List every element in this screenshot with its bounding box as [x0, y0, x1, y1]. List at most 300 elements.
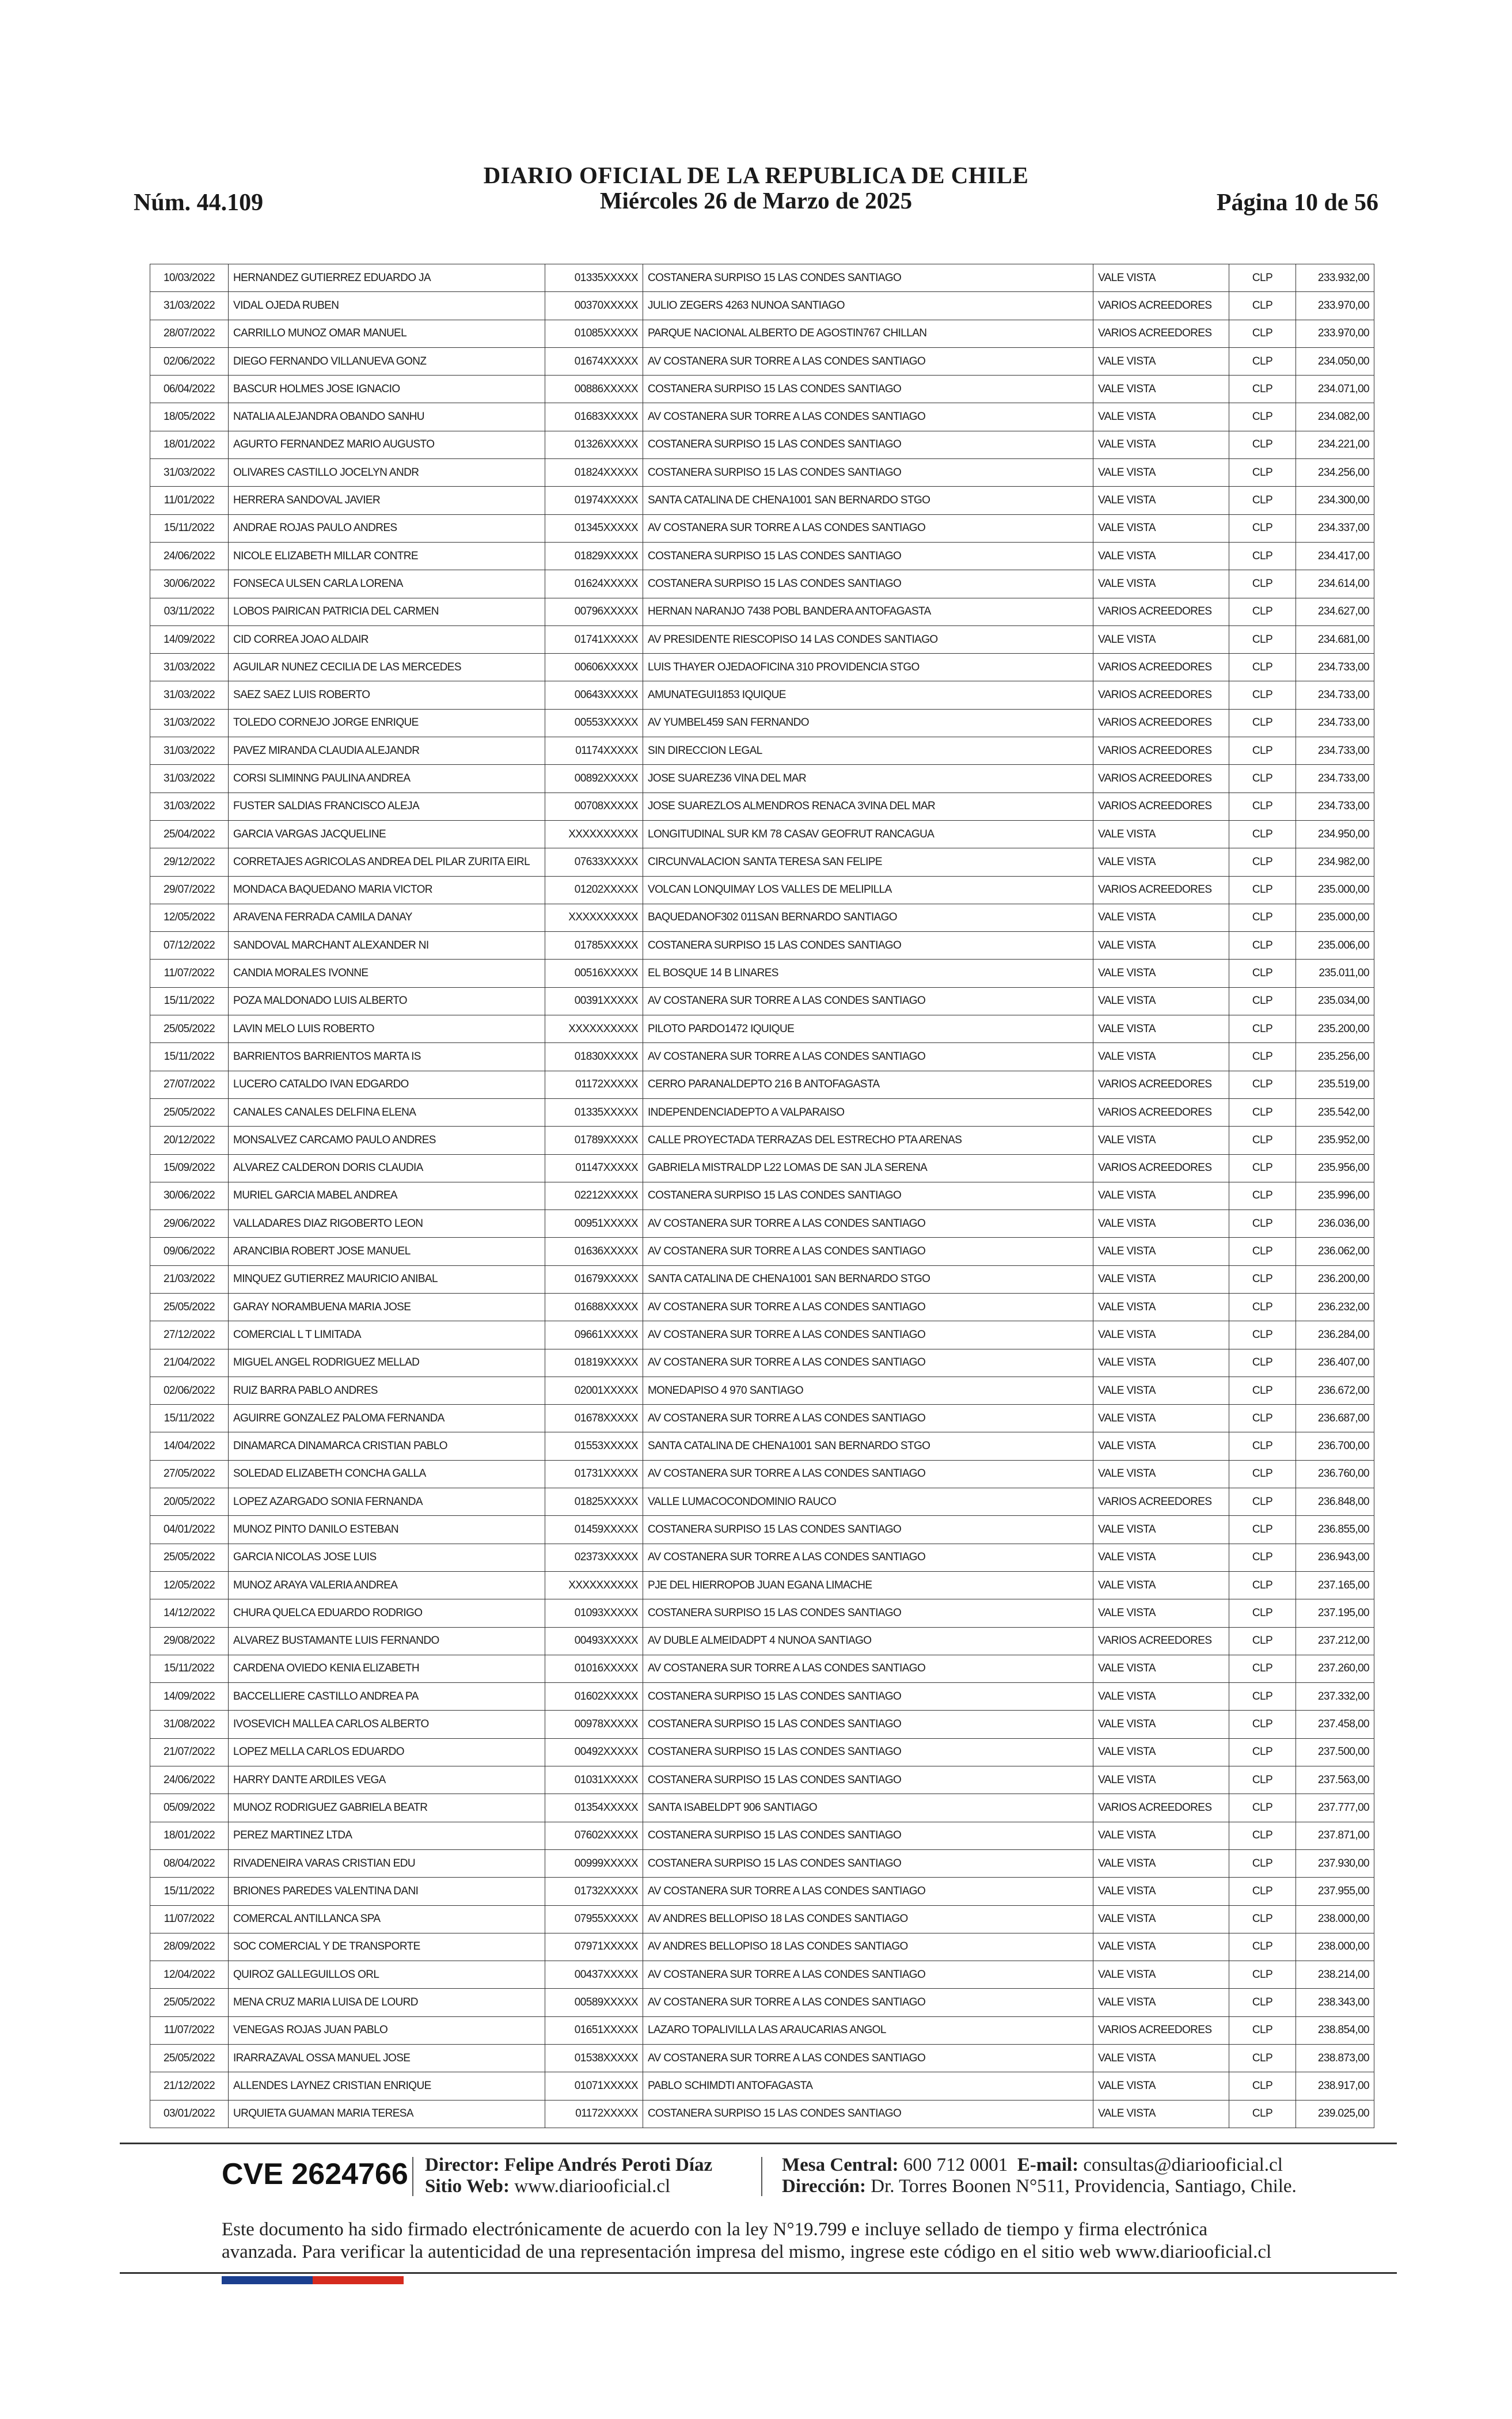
rut-cell: 02212XXXXX	[545, 1182, 643, 1210]
amount-cell: 236.407,00	[1296, 1349, 1374, 1377]
table-row	[150, 765, 1374, 793]
cve-code: CVE 2624766	[222, 2158, 408, 2191]
rut-cell: 01016XXXXX	[545, 1655, 643, 1682]
rut-cell: 01602XXXXX	[545, 1683, 643, 1711]
date-cell: 15/11/2022	[150, 514, 229, 542]
currency-cell: CLP	[1229, 1349, 1296, 1377]
date-cell: 21/07/2022	[150, 1738, 229, 1766]
name-cell: OLIVARES CASTILLO JOCELYN ANDR	[229, 459, 545, 487]
date-cell: 31/03/2022	[150, 793, 229, 820]
rut-cell: 01829XXXXX	[545, 542, 643, 570]
date-cell: 02/06/2022	[150, 1377, 229, 1404]
date-cell: 11/01/2022	[150, 487, 229, 514]
table-row	[150, 1377, 1374, 1404]
payment-type-cell: VARIOS ACREEDORES	[1093, 1154, 1229, 1182]
currency-cell: CLP	[1229, 904, 1296, 931]
address-cell: BAQUEDANOF302 011SAN BERNARDO SANTIAGO	[643, 904, 1093, 931]
amount-cell: 237.777,00	[1296, 1794, 1374, 1822]
name-cell: HARRY DANTE ARDILES VEGA	[229, 1766, 545, 1794]
date-cell: 31/03/2022	[150, 681, 229, 709]
currency-cell: CLP	[1229, 1293, 1296, 1321]
publication-title: DIARIO OFICIAL DE LA REPUBLICA DE CHILE	[483, 162, 1029, 188]
rut-cell: 00589XXXXX	[545, 1989, 643, 2016]
currency-cell: CLP	[1229, 459, 1296, 487]
payment-type-cell: VALE VISTA	[1093, 1349, 1229, 1377]
date-cell: 28/07/2022	[150, 320, 229, 347]
date-cell: 31/03/2022	[150, 654, 229, 681]
name-cell: IVOSEVICH MALLEA CARLOS ALBERTO	[229, 1711, 545, 1738]
date-cell: 06/04/2022	[150, 376, 229, 403]
payment-type-cell: VALE VISTA	[1093, 542, 1229, 570]
address-cell: COSTANERA SURPISO 15 LAS CONDES SANTIAGO	[643, 1711, 1093, 1738]
currency-cell: CLP	[1229, 487, 1296, 514]
table-row	[150, 1349, 1374, 1377]
rut-cell: 00999XXXXX	[545, 1849, 643, 1877]
date-cell: 25/04/2022	[150, 820, 229, 848]
amount-cell: 234.733,00	[1296, 765, 1374, 793]
amount-cell: 235.996,00	[1296, 1182, 1374, 1210]
name-cell: LOPEZ MELLA CARLOS EDUARDO	[229, 1738, 545, 1766]
payment-type-cell: VALE VISTA	[1093, 1766, 1229, 1794]
name-cell: VIDAL OJEDA RUBEN	[229, 292, 545, 320]
rut-cell: 07955XXXXX	[545, 1905, 643, 1933]
address-cell: AV COSTANERA SUR TORRE A LAS CONDES SANTIAGO	[643, 2045, 1093, 2072]
amount-cell: 235.006,00	[1296, 932, 1374, 960]
date-cell: 21/12/2022	[150, 2072, 229, 2100]
table-row	[150, 793, 1374, 820]
table-row	[150, 1627, 1374, 1655]
currency-cell: CLP	[1229, 876, 1296, 904]
currency-cell: CLP	[1229, 1905, 1296, 1933]
currency-cell: CLP	[1229, 347, 1296, 375]
date-cell: 10/03/2022	[150, 264, 229, 292]
name-cell: BACCELLIERE CASTILLO ANDREA PA	[229, 1683, 545, 1711]
amount-cell: 237.212,00	[1296, 1627, 1374, 1655]
currency-cell: CLP	[1229, 1377, 1296, 1404]
currency-cell: CLP	[1229, 1738, 1296, 1766]
currency-cell: CLP	[1229, 987, 1296, 1015]
currency-cell: CLP	[1229, 1210, 1296, 1238]
table-row	[150, 1127, 1374, 1154]
payment-type-cell: VALE VISTA	[1093, 1321, 1229, 1349]
payment-type-cell: VALE VISTA	[1093, 848, 1229, 876]
payment-type-cell: VARIOS ACREEDORES	[1093, 1488, 1229, 1516]
payment-type-cell: VALE VISTA	[1093, 431, 1229, 458]
name-cell: URQUIETA GUAMAN MARIA TERESA	[229, 2100, 545, 2128]
table-row	[150, 403, 1374, 431]
amount-cell: 238.343,00	[1296, 1989, 1374, 2016]
rut-cell: 01354XXXXX	[545, 1794, 643, 1822]
payment-type-cell: VARIOS ACREEDORES	[1093, 709, 1229, 737]
flag-stripe-red	[313, 2276, 404, 2284]
rut-cell: 01335XXXXX	[545, 264, 643, 292]
payment-type-cell: VALE VISTA	[1093, 570, 1229, 598]
date-cell: 02/06/2022	[150, 347, 229, 375]
address-cell: JOSE SUAREZ36 VINA DEL MAR	[643, 765, 1093, 793]
payment-type-cell: VARIOS ACREEDORES	[1093, 598, 1229, 625]
name-cell: CHURA QUELCA EDUARDO RODRIGO	[229, 1599, 545, 1627]
amount-cell: 239.025,00	[1296, 2100, 1374, 2128]
address-cell: COSTANERA SURPISO 15 LAS CONDES SANTIAGO	[643, 932, 1093, 960]
table-row	[150, 1989, 1374, 2016]
table-row	[150, 1154, 1374, 1182]
payment-type-cell: VALE VISTA	[1093, 1377, 1229, 1404]
date-cell: 29/06/2022	[150, 1210, 229, 1238]
table-row	[150, 2016, 1374, 2044]
payment-type-cell: VALE VISTA	[1093, 987, 1229, 1015]
rut-cell: 01147XXXXX	[545, 1154, 643, 1182]
payment-type-cell: VALE VISTA	[1093, 1127, 1229, 1154]
rut-cell: 07633XXXXX	[545, 848, 643, 876]
amount-cell: 234.256,00	[1296, 459, 1374, 487]
address-cell: COSTANERA SURPISO 15 LAS CONDES SANTIAGO	[643, 1738, 1093, 1766]
payment-type-cell: VALE VISTA	[1093, 625, 1229, 653]
address-cell: AV COSTANERA SUR TORRE A LAS CONDES SANTIAGO	[643, 347, 1093, 375]
currency-cell: CLP	[1229, 570, 1296, 598]
website-line	[425, 2176, 712, 2197]
table-row	[150, 1711, 1374, 1738]
address-cell: COSTANERA SURPISO 15 LAS CONDES SANTIAGO	[643, 264, 1093, 292]
name-cell: RUIZ BARRA PABLO ANDRES	[229, 1377, 545, 1404]
rut-cell: 01174XXXXX	[545, 737, 643, 765]
amount-cell: 235.000,00	[1296, 876, 1374, 904]
rut-cell: 00370XXXXX	[545, 292, 643, 320]
name-cell: MUNOZ RODRIGUEZ GABRIELA BEATR	[229, 1794, 545, 1822]
currency-cell: CLP	[1229, 542, 1296, 570]
date-cell: 25/05/2022	[150, 1989, 229, 2016]
director-label: Director:	[425, 2155, 500, 2175]
name-cell: VENEGAS ROJAS JUAN PABLO	[229, 2016, 545, 2044]
rut-cell: 00978XXXXX	[545, 1711, 643, 1738]
currency-cell: CLP	[1229, 2072, 1296, 2100]
table-row	[150, 1238, 1374, 1265]
address-cell: COSTANERA SURPISO 15 LAS CONDES SANTIAGO	[643, 431, 1093, 458]
rut-cell: 01636XXXXX	[545, 1238, 643, 1265]
contact-line	[782, 2155, 1297, 2176]
currency-cell: CLP	[1229, 1822, 1296, 1849]
table-row	[150, 1683, 1374, 1711]
payment-type-cell: VALE VISTA	[1093, 514, 1229, 542]
address-cell: SANTA CATALINA DE CHENA1001 SAN BERNARDO STGO	[643, 487, 1093, 514]
address-cell: AV COSTANERA SUR TORRE A LAS CONDES SANTIAGO	[643, 1293, 1093, 1321]
name-cell: COMERCIAL L T LIMITADA	[229, 1321, 545, 1349]
amount-cell: 238.854,00	[1296, 2016, 1374, 2044]
table-row	[150, 598, 1374, 625]
table-row	[150, 1878, 1374, 1905]
table-row	[150, 1098, 1374, 1126]
date-cell: 11/07/2022	[150, 1905, 229, 1933]
address-cell: PJE DEL HIERROPOB JUAN EGANA LIMACHE	[643, 1571, 1093, 1599]
footer-divider-top	[120, 2143, 1397, 2144]
payment-type-cell: VALE VISTA	[1093, 403, 1229, 431]
name-cell: RIVADENEIRA VARAS CRISTIAN EDU	[229, 1849, 545, 1877]
currency-cell: CLP	[1229, 960, 1296, 987]
rut-cell: 00796XXXXX	[545, 598, 643, 625]
amount-cell: 237.563,00	[1296, 1766, 1374, 1794]
table-row	[150, 1933, 1374, 1961]
rut-cell: 00708XXXXX	[545, 793, 643, 820]
table-row	[150, 459, 1374, 487]
payment-type-cell: VALE VISTA	[1093, 1293, 1229, 1321]
name-cell: COMERCAL ANTILLANCA SPA	[229, 1905, 545, 1933]
address-cell: HERNAN NARANJO 7438 POBL BANDERA ANTOFAGASTA	[643, 598, 1093, 625]
amount-cell: 234.614,00	[1296, 570, 1374, 598]
address-cell: AV COSTANERA SUR TORRE A LAS CONDES SANTIAGO	[643, 1043, 1093, 1071]
amount-cell: 234.982,00	[1296, 848, 1374, 876]
table-row	[150, 1905, 1374, 1933]
rut-cell: 07602XXXXX	[545, 1822, 643, 1849]
amount-cell: 236.200,00	[1296, 1265, 1374, 1293]
address-cell: AV COSTANERA SUR TORRE A LAS CONDES SANTIAGO	[643, 1544, 1093, 1571]
rut-cell: XXXXXXXXXX	[545, 820, 643, 848]
rut-cell: XXXXXXXXXX	[545, 1015, 643, 1043]
director-block	[425, 2155, 712, 2197]
address-cell: AV COSTANERA SUR TORRE A LAS CONDES SANTIAGO	[643, 1210, 1093, 1238]
footer-separator	[761, 2157, 762, 2196]
amount-cell: 235.542,00	[1296, 1098, 1374, 1126]
currency-cell: CLP	[1229, 598, 1296, 625]
payment-type-cell: VALE VISTA	[1093, 1683, 1229, 1711]
payment-type-cell: VALE VISTA	[1093, 1989, 1229, 2016]
amount-cell: 237.500,00	[1296, 1738, 1374, 1766]
name-cell: CANDIA MORALES IVONNE	[229, 960, 545, 987]
name-cell: MUNOZ PINTO DANILO ESTEBAN	[229, 1516, 545, 1544]
table-row	[150, 570, 1374, 598]
name-cell: AGURTO FERNANDEZ MARIO AUGUSTO	[229, 431, 545, 458]
name-cell: BASCUR HOLMES JOSE IGNACIO	[229, 376, 545, 403]
name-cell: MENA CRUZ MARIA LUISA DE LOURD	[229, 1989, 545, 2016]
name-cell: TOLEDO CORNEJO JORGE ENRIQUE	[229, 709, 545, 737]
address-cell: COSTANERA SURPISO 15 LAS CONDES SANTIAGO	[643, 1599, 1093, 1627]
name-cell: ARANCIBIA ROBERT JOSE MANUEL	[229, 1238, 545, 1265]
name-cell: HERRERA SANDOVAL JAVIER	[229, 487, 545, 514]
date-cell: 24/06/2022	[150, 542, 229, 570]
rut-cell: 01789XXXXX	[545, 1127, 643, 1154]
currency-cell: CLP	[1229, 320, 1296, 347]
currency-cell: CLP	[1229, 1432, 1296, 1460]
rut-cell: 07971XXXXX	[545, 1933, 643, 1961]
name-cell: CANALES CANALES DELFINA ELENA	[229, 1098, 545, 1126]
table-row	[150, 1766, 1374, 1794]
address-cell: COSTANERA SURPISO 15 LAS CONDES SANTIAGO	[643, 1516, 1093, 1544]
currency-cell: CLP	[1229, 431, 1296, 458]
currency-cell: CLP	[1229, 1516, 1296, 1544]
amount-cell: 234.733,00	[1296, 737, 1374, 765]
date-cell: 24/06/2022	[150, 1766, 229, 1794]
date-cell: 31/03/2022	[150, 709, 229, 737]
address-cell: AV COSTANERA SUR TORRE A LAS CONDES SANTIAGO	[643, 1989, 1093, 2016]
address-cell: INDEPENDENCIADEPTO A VALPARAISO	[643, 1098, 1093, 1126]
payment-type-cell: VALE VISTA	[1093, 1460, 1229, 1488]
currency-cell: CLP	[1229, 2100, 1296, 2128]
table-row	[150, 904, 1374, 931]
date-cell: 15/11/2022	[150, 1043, 229, 1071]
currency-cell: CLP	[1229, 1127, 1296, 1154]
payment-type-cell: VALE VISTA	[1093, 1238, 1229, 1265]
date-cell: 25/05/2022	[150, 1293, 229, 1321]
date-cell: 31/03/2022	[150, 292, 229, 320]
name-cell: NATALIA ALEJANDRA OBANDO SANHU	[229, 403, 545, 431]
name-cell: DIEGO FERNANDO VILLANUEVA GONZ	[229, 347, 545, 375]
date-cell: 28/09/2022	[150, 1933, 229, 1961]
amount-cell: 237.332,00	[1296, 1683, 1374, 1711]
address-cell: CALLE PROYECTADA TERRAZAS DEL ESTRECHO PTA ARENAS	[643, 1127, 1093, 1154]
address-cell: CERRO PARANALDEPTO 216 B ANTOFAGASTA	[643, 1071, 1093, 1098]
address-cell: LONGITUDINAL SUR KM 78 CASAV GEOFRUT RANCAGUA	[643, 820, 1093, 848]
rut-cell: 00892XXXXX	[545, 765, 643, 793]
currency-cell: CLP	[1229, 932, 1296, 960]
currency-cell: CLP	[1229, 1766, 1296, 1794]
name-cell: FONSECA ULSEN CARLA LORENA	[229, 570, 545, 598]
payment-type-cell: VALE VISTA	[1093, 2045, 1229, 2072]
amount-cell: 236.687,00	[1296, 1405, 1374, 1432]
table-row	[150, 1321, 1374, 1349]
amount-cell: 237.955,00	[1296, 1878, 1374, 1905]
address-cell: AV COSTANERA SUR TORRE A LAS CONDES SANTIAGO	[643, 1405, 1093, 1432]
rut-cell: 01741XXXXX	[545, 625, 643, 653]
date-cell: 03/11/2022	[150, 598, 229, 625]
currency-cell: CLP	[1229, 1015, 1296, 1043]
name-cell: MUNOZ ARAYA VALERIA ANDREA	[229, 1571, 545, 1599]
rut-cell: 00516XXXXX	[545, 960, 643, 987]
table-row	[150, 987, 1374, 1015]
table-row	[150, 960, 1374, 987]
publication-date: Miércoles 26 de Marzo de 2025	[599, 187, 913, 214]
address-cell: COSTANERA SURPISO 15 LAS CONDES SANTIAGO	[643, 1766, 1093, 1794]
payment-type-cell: VALE VISTA	[1093, 1711, 1229, 1738]
address-cell: JULIO ZEGERS 4263 NUNOA SANTIAGO	[643, 292, 1093, 320]
name-cell: SOLEDAD ELIZABETH CONCHA GALLA	[229, 1460, 545, 1488]
table-row	[150, 2100, 1374, 2128]
amount-cell: 236.855,00	[1296, 1516, 1374, 1544]
amount-cell: 234.071,00	[1296, 376, 1374, 403]
address-cell: COSTANERA SURPISO 15 LAS CONDES SANTIAGO	[643, 1822, 1093, 1849]
name-cell: ALLENDES LAYNEZ CRISTIAN ENRIQUE	[229, 2072, 545, 2100]
currency-cell: CLP	[1229, 1711, 1296, 1738]
email-link[interactable]: consultas@diariooficial.cl	[1083, 2155, 1283, 2175]
name-cell: CORRETAJES AGRICOLAS ANDREA DEL PILAR ZURITA EIRL	[229, 848, 545, 876]
amount-cell: 234.627,00	[1296, 598, 1374, 625]
table-row	[150, 292, 1374, 320]
address-cell: AV COSTANERA SUR TORRE A LAS CONDES SANTIAGO	[643, 1321, 1093, 1349]
amount-cell: 235.011,00	[1296, 960, 1374, 987]
rut-cell: XXXXXXXXXX	[545, 1571, 643, 1599]
name-cell: ANDRAE ROJAS PAULO ANDRES	[229, 514, 545, 542]
name-cell: DINAMARCA DINAMARCA CRISTIAN PABLO	[229, 1432, 545, 1460]
rut-cell: 01031XXXXX	[545, 1766, 643, 1794]
rut-cell: 01651XXXXX	[545, 2016, 643, 2044]
amount-cell: 234.221,00	[1296, 431, 1374, 458]
amount-cell: 234.681,00	[1296, 625, 1374, 653]
table-row	[150, 1822, 1374, 1849]
payment-type-cell: VARIOS ACREEDORES	[1093, 1071, 1229, 1098]
rut-cell: 02373XXXXX	[545, 1544, 643, 1571]
date-cell: 25/05/2022	[150, 2045, 229, 2072]
rut-cell: 01624XXXXX	[545, 570, 643, 598]
address-cell: AV ANDRES BELLOPISO 18 LAS CONDES SANTIAGO	[643, 1933, 1093, 1961]
amount-cell: 236.062,00	[1296, 1238, 1374, 1265]
rut-cell: 01731XXXXX	[545, 1460, 643, 1488]
date-cell: 30/06/2022	[150, 1182, 229, 1210]
amount-cell: 235.034,00	[1296, 987, 1374, 1015]
flag-stripe-blue	[222, 2276, 313, 2284]
currency-cell: CLP	[1229, 1098, 1296, 1126]
date-cell: 14/09/2022	[150, 625, 229, 653]
payment-type-cell: VARIOS ACREEDORES	[1093, 320, 1229, 347]
currency-cell: CLP	[1229, 376, 1296, 403]
payment-type-cell: VARIOS ACREEDORES	[1093, 654, 1229, 681]
amount-cell: 235.956,00	[1296, 1154, 1374, 1182]
table-row	[150, 376, 1374, 403]
address-cell: SANTA ISABELDPT 906 SANTIAGO	[643, 1794, 1093, 1822]
name-cell: GARAY NORAMBUENA MARIA JOSE	[229, 1293, 545, 1321]
payment-type-cell: VARIOS ACREEDORES	[1093, 1794, 1229, 1822]
table-row	[150, 320, 1374, 347]
table-row	[150, 1516, 1374, 1544]
date-cell: 27/07/2022	[150, 1071, 229, 1098]
payment-type-cell: VALE VISTA	[1093, 459, 1229, 487]
table-row	[150, 2072, 1374, 2100]
date-cell: 29/12/2022	[150, 848, 229, 876]
date-cell: 04/01/2022	[150, 1516, 229, 1544]
currency-cell: CLP	[1229, 264, 1296, 292]
currency-cell: CLP	[1229, 765, 1296, 793]
name-cell: SAEZ SAEZ LUIS ROBERTO	[229, 681, 545, 709]
legal-notice	[222, 2219, 1316, 2263]
date-cell: 15/11/2022	[150, 1878, 229, 1905]
address-cell: AV YUMBEL459 SAN FERNANDO	[643, 709, 1093, 737]
table-row	[150, 1182, 1374, 1210]
rut-cell: 01974XXXXX	[545, 487, 643, 514]
rut-cell: 01093XXXXX	[545, 1599, 643, 1627]
name-cell: BRIONES PAREDES VALENTINA DANI	[229, 1878, 545, 1905]
payment-type-cell: VALE VISTA	[1093, 1432, 1229, 1460]
currency-cell: CLP	[1229, 1238, 1296, 1265]
amount-cell: 234.733,00	[1296, 793, 1374, 820]
amount-cell: 236.848,00	[1296, 1488, 1374, 1516]
date-cell: 31/03/2022	[150, 765, 229, 793]
date-cell: 07/12/2022	[150, 932, 229, 960]
table-row	[150, 1544, 1374, 1571]
currency-cell: CLP	[1229, 1182, 1296, 1210]
name-cell: VALLADARES DIAZ RIGOBERTO LEON	[229, 1210, 545, 1238]
name-cell: POZA MALDONADO LUIS ALBERTO	[229, 987, 545, 1015]
rut-cell: 01674XXXXX	[545, 347, 643, 375]
payment-type-cell: VALE VISTA	[1093, 1961, 1229, 1989]
date-cell: 29/07/2022	[150, 876, 229, 904]
date-cell: 11/07/2022	[150, 960, 229, 987]
name-cell: LOBOS PAIRICAN PATRICIA DEL CARMEN	[229, 598, 545, 625]
rut-cell: 01683XXXXX	[545, 403, 643, 431]
phone-value: 600 712 0001	[903, 2155, 1008, 2175]
table-row	[150, 654, 1374, 681]
amount-cell: 234.337,00	[1296, 514, 1374, 542]
rut-cell: 01553XXXXX	[545, 1432, 643, 1460]
legal-notice-line: avanzada. Para verificar la autenticidad de una representación impresa del mismo, ingrese este código en el sitio web www.diariooficial.cl	[222, 2242, 1272, 2262]
payment-type-cell: VALE VISTA	[1093, 376, 1229, 403]
rut-cell: 01538XXXXX	[545, 2045, 643, 2072]
date-cell: 18/05/2022	[150, 403, 229, 431]
rut-cell: 02001XXXXX	[545, 1377, 643, 1404]
date-cell: 29/08/2022	[150, 1627, 229, 1655]
rut-cell: 00643XXXXX	[545, 681, 643, 709]
rut-cell: 01679XXXXX	[545, 1265, 643, 1293]
table-row	[150, 932, 1374, 960]
website-link[interactable]: www.diariooficial.cl	[514, 2176, 671, 2197]
amount-cell: 235.200,00	[1296, 1015, 1374, 1043]
rut-cell: 00886XXXXX	[545, 376, 643, 403]
address-cell: AV DUBLE ALMEIDADPT 4 NUNOA SANTIAGO	[643, 1627, 1093, 1655]
